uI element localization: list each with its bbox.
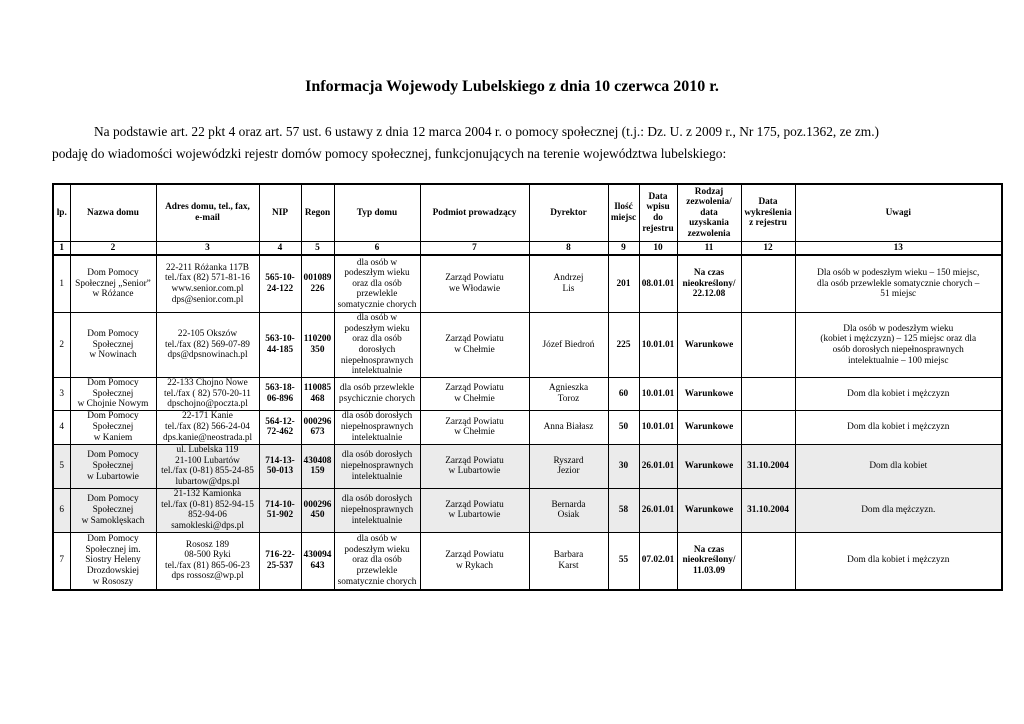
cell-uwagi: Dom dla mężczyzn. [795, 488, 1002, 532]
cell-lp: 7 [53, 532, 70, 590]
col-number: 9 [608, 242, 639, 256]
cell-data-wpisu: 08.01.01 [639, 255, 677, 313]
col-number: 7 [420, 242, 529, 256]
table-row [53, 444, 1002, 488]
cell-podmiot: Zarząd Powiatu w Chełmie [420, 410, 529, 444]
cell-nazwa: Dom Pomocy Społecznej w Lubartowie [70, 444, 156, 488]
cell-miejsca: 55 [608, 532, 639, 590]
cell-wykreslenie [741, 313, 795, 378]
cell-podmiot: Zarząd Powiatu w Rykach [420, 532, 529, 590]
col-header-nip: NIP [259, 184, 301, 242]
cell-zezwolenie: Na czas nieokreślony/ 11.03.09 [677, 532, 741, 590]
cell-uwagi: Dom dla kobiet i mężczyzn [795, 378, 1002, 411]
col-number: 2 [70, 242, 156, 256]
table-row [53, 255, 1002, 313]
table-row [53, 378, 1002, 411]
cell-dyrektor: Anna Białasz [529, 410, 608, 444]
col-number: 13 [795, 242, 1002, 256]
cell-zezwolenie: Warunkowe [677, 410, 741, 444]
cell-nip: 714-10- 51-902 [259, 488, 301, 532]
intro-paragraph [52, 121, 1002, 165]
cell-adres: 22-171 Kanie tel./fax (82) 566-24-04 dps.kanie@neostrada.pl [156, 410, 259, 444]
cell-miejsca: 225 [608, 313, 639, 378]
cell-typ: dla osób przewlekle psychicznie chorych [334, 378, 420, 411]
table-row [53, 532, 1002, 590]
cell-uwagi: Dla osób w podeszłym wieku – 150 miejsc, dla osób przewlekle somatycznie chorych – 51 miejsc [795, 255, 1002, 313]
cell-uwagi: Dom dla kobiet i mężczyzn [795, 532, 1002, 590]
cell-nip: 563-10- 44-185 [259, 313, 301, 378]
cell-typ: dla osób dorosłych niepełnosprawnych intelektualnie [334, 488, 420, 532]
cell-wykreslenie [741, 255, 795, 313]
cell-miejsca: 50 [608, 410, 639, 444]
cell-dyrektor: Barbara Karst [529, 532, 608, 590]
cell-adres: 22-133 Chojno Nowe tel./fax ( 82) 570-20-11 dpschojno@poczta.pl [156, 378, 259, 411]
register-table [52, 183, 1003, 591]
col-header-regon: Regon [301, 184, 334, 242]
cell-nazwa: Dom Pomocy Społecznej w Kaniem [70, 410, 156, 444]
cell-adres: 21-132 Kamionka tel./fax (0-81) 852-94-15 852-94-06 samokleski@dps.pl [156, 488, 259, 532]
cell-dyrektor: Józef Biedroń [529, 313, 608, 378]
cell-data-wpisu: 26.01.01 [639, 444, 677, 488]
cell-lp: 2 [53, 313, 70, 378]
col-number: 12 [741, 242, 795, 256]
cell-nip: 564-12- 72-462 [259, 410, 301, 444]
cell-typ: dla osób w podeszłym wieku oraz dla osób przewlekle somatycznie chorych [334, 532, 420, 590]
cell-nip: 565-10- 24-122 [259, 255, 301, 313]
cell-data-wpisu: 26.01.01 [639, 488, 677, 532]
cell-lp: 5 [53, 444, 70, 488]
cell-typ: dla osób dorosłych niepełnosprawnych intelektualnie [334, 410, 420, 444]
cell-zezwolenie: Warunkowe [677, 378, 741, 411]
cell-uwagi: Dom dla kobiet [795, 444, 1002, 488]
intro-line-1: Na podstawie art. 22 pkt 4 oraz art. 57 ust. 6 ustawy z dnia 12 marca 2004 r. o pomocy społecznej (t.j.: Dz. U. z 2009 r., Nr 175, poz.1362, ze zm.) [94, 124, 880, 139]
cell-dyrektor: Bernarda Osiak [529, 488, 608, 532]
cell-nazwa: Dom Pomocy Społecznej „Senior” w Różance [70, 255, 156, 313]
cell-wykreslenie: 31.10.2004 [741, 444, 795, 488]
table-row [53, 488, 1002, 532]
col-header-lp: lp. [53, 184, 70, 242]
cell-zezwolenie: Warunkowe [677, 313, 741, 378]
col-header-typ: Typ domu [334, 184, 420, 242]
col-header-adres: Adres domu, tel., fax, e-mail [156, 184, 259, 242]
cell-nip: 714-13- 50-013 [259, 444, 301, 488]
col-header-dyrektor: Dyrektor [529, 184, 608, 242]
cell-miejsca: 30 [608, 444, 639, 488]
cell-wykreslenie: 31.10.2004 [741, 488, 795, 532]
col-number: 8 [529, 242, 608, 256]
cell-uwagi: Dla osób w podeszłym wieku (kobiet i mężczyzn) – 125 miejsc oraz dla osób dorosłych niepełnosprawnych intelektualnie – 100 miejsc [795, 313, 1002, 378]
table-row [53, 313, 1002, 378]
col-number: 6 [334, 242, 420, 256]
cell-podmiot: Zarząd Powiatu w Chełmie [420, 378, 529, 411]
col-header-zezwolenie: Rodzaj zezwolenia/ data uzyskania zezwolenia [677, 184, 741, 242]
cell-nazwa: Dom Pomocy Społecznej w Nowinach [70, 313, 156, 378]
col-header-nazwa: Nazwa domu [70, 184, 156, 242]
cell-miejsca: 201 [608, 255, 639, 313]
col-header-podmiot: Podmiot prowadzący [420, 184, 529, 242]
cell-regon: 001089 226 [301, 255, 334, 313]
cell-typ: dla osób w podeszłym wieku oraz dla osób dorosłych niepełnosprawnych intelektualnie [334, 313, 420, 378]
cell-adres: 22-211 Różanka 117B tel./fax (82) 571-81-16 www.senior.com.pl dps@senior.com.pl [156, 255, 259, 313]
cell-uwagi: Dom dla kobiet i mężczyzn [795, 410, 1002, 444]
cell-wykreslenie [741, 378, 795, 411]
cell-lp: 1 [53, 255, 70, 313]
document-title: Informacja Wojewody Lubelskiego z dnia 10 czerwca 2010 r. [305, 78, 719, 95]
col-header-data-wpisu: Data wpisu do rejestru [639, 184, 677, 242]
cell-lp: 6 [53, 488, 70, 532]
cell-typ: dla osób w podeszłym wieku oraz dla osób przewlekle somatycznie chorych [334, 255, 420, 313]
cell-dyrektor: Ryszard Jezior [529, 444, 608, 488]
cell-regon: 000296 673 [301, 410, 334, 444]
cell-adres: 22-105 Okszów tel./fax (82) 569-07-89 dps@dpsnowinach.pl [156, 313, 259, 378]
cell-nip: 563-18- 06-896 [259, 378, 301, 411]
cell-podmiot: Zarząd Powiatu w Lubartowie [420, 488, 529, 532]
cell-nazwa: Dom Pomocy Społecznej w Chojnie Nowym [70, 378, 156, 411]
cell-podmiot: Zarząd Powiatu w Chełmie [420, 313, 529, 378]
cell-regon: 430408 159 [301, 444, 334, 488]
col-number: 5 [301, 242, 334, 256]
cell-nip: 716-22- 25-537 [259, 532, 301, 590]
cell-miejsca: 60 [608, 378, 639, 411]
cell-nazwa: Dom Pomocy Społecznej w Samoklęskach [70, 488, 156, 532]
cell-data-wpisu: 10.01.01 [639, 410, 677, 444]
cell-typ: dla osób dorosłych niepełnosprawnych intelektualnie [334, 444, 420, 488]
col-number: 1 [53, 242, 70, 256]
cell-regon: 110200 350 [301, 313, 334, 378]
col-number: 4 [259, 242, 301, 256]
cell-dyrektor: Agnieszka Toroz [529, 378, 608, 411]
header-row [53, 184, 1002, 242]
intro-line-2: podaję do wiadomości wojewódzki rejestr domów pomocy społecznej, funkcjonujących na terenie województwa lubelskiego: [52, 146, 727, 161]
cell-zezwolenie: Warunkowe [677, 444, 741, 488]
table-row [53, 410, 1002, 444]
col-number: 3 [156, 242, 259, 256]
col-number: 11 [677, 242, 741, 256]
col-header-miejsca: Ilość miejsc [608, 184, 639, 242]
cell-data-wpisu: 07.02.01 [639, 532, 677, 590]
cell-podmiot: Zarząd Powiatu we Włodawie [420, 255, 529, 313]
cell-lp: 4 [53, 410, 70, 444]
cell-data-wpisu: 10.01.01 [639, 378, 677, 411]
cell-regon: 110085 468 [301, 378, 334, 411]
col-number: 10 [639, 242, 677, 256]
cell-lp: 3 [53, 378, 70, 411]
cell-data-wpisu: 10.01.01 [639, 313, 677, 378]
cell-zezwolenie: Warunkowe [677, 488, 741, 532]
cell-podmiot: Zarząd Powiatu w Lubartowie [420, 444, 529, 488]
cell-adres: ul. Lubelska 119 21-100 Lubartów tel./fax (0-81) 855-24-85 lubartow@dps.pl [156, 444, 259, 488]
cell-regon: 000296 450 [301, 488, 334, 532]
cell-dyrektor: Andrzej Lis [529, 255, 608, 313]
cell-wykreslenie [741, 410, 795, 444]
col-header-wykreslenie: Data wykreślenia z rejestru [741, 184, 795, 242]
cell-zezwolenie: Na czas nieokreślony/ 22.12.08 [677, 255, 741, 313]
cell-adres: Rososz 189 08-500 Ryki tel./fax (81) 865-06-23 dps rossosz@wp.pl [156, 532, 259, 590]
cell-nazwa: Dom Pomocy Społecznej im. Siostry Heleny Drozdowskiej w Rososzy [70, 532, 156, 590]
column-number-row [53, 242, 1002, 256]
cell-miejsca: 58 [608, 488, 639, 532]
cell-wykreslenie [741, 532, 795, 590]
col-header-uwagi: Uwagi [795, 184, 1002, 242]
cell-regon: 430094 643 [301, 532, 334, 590]
